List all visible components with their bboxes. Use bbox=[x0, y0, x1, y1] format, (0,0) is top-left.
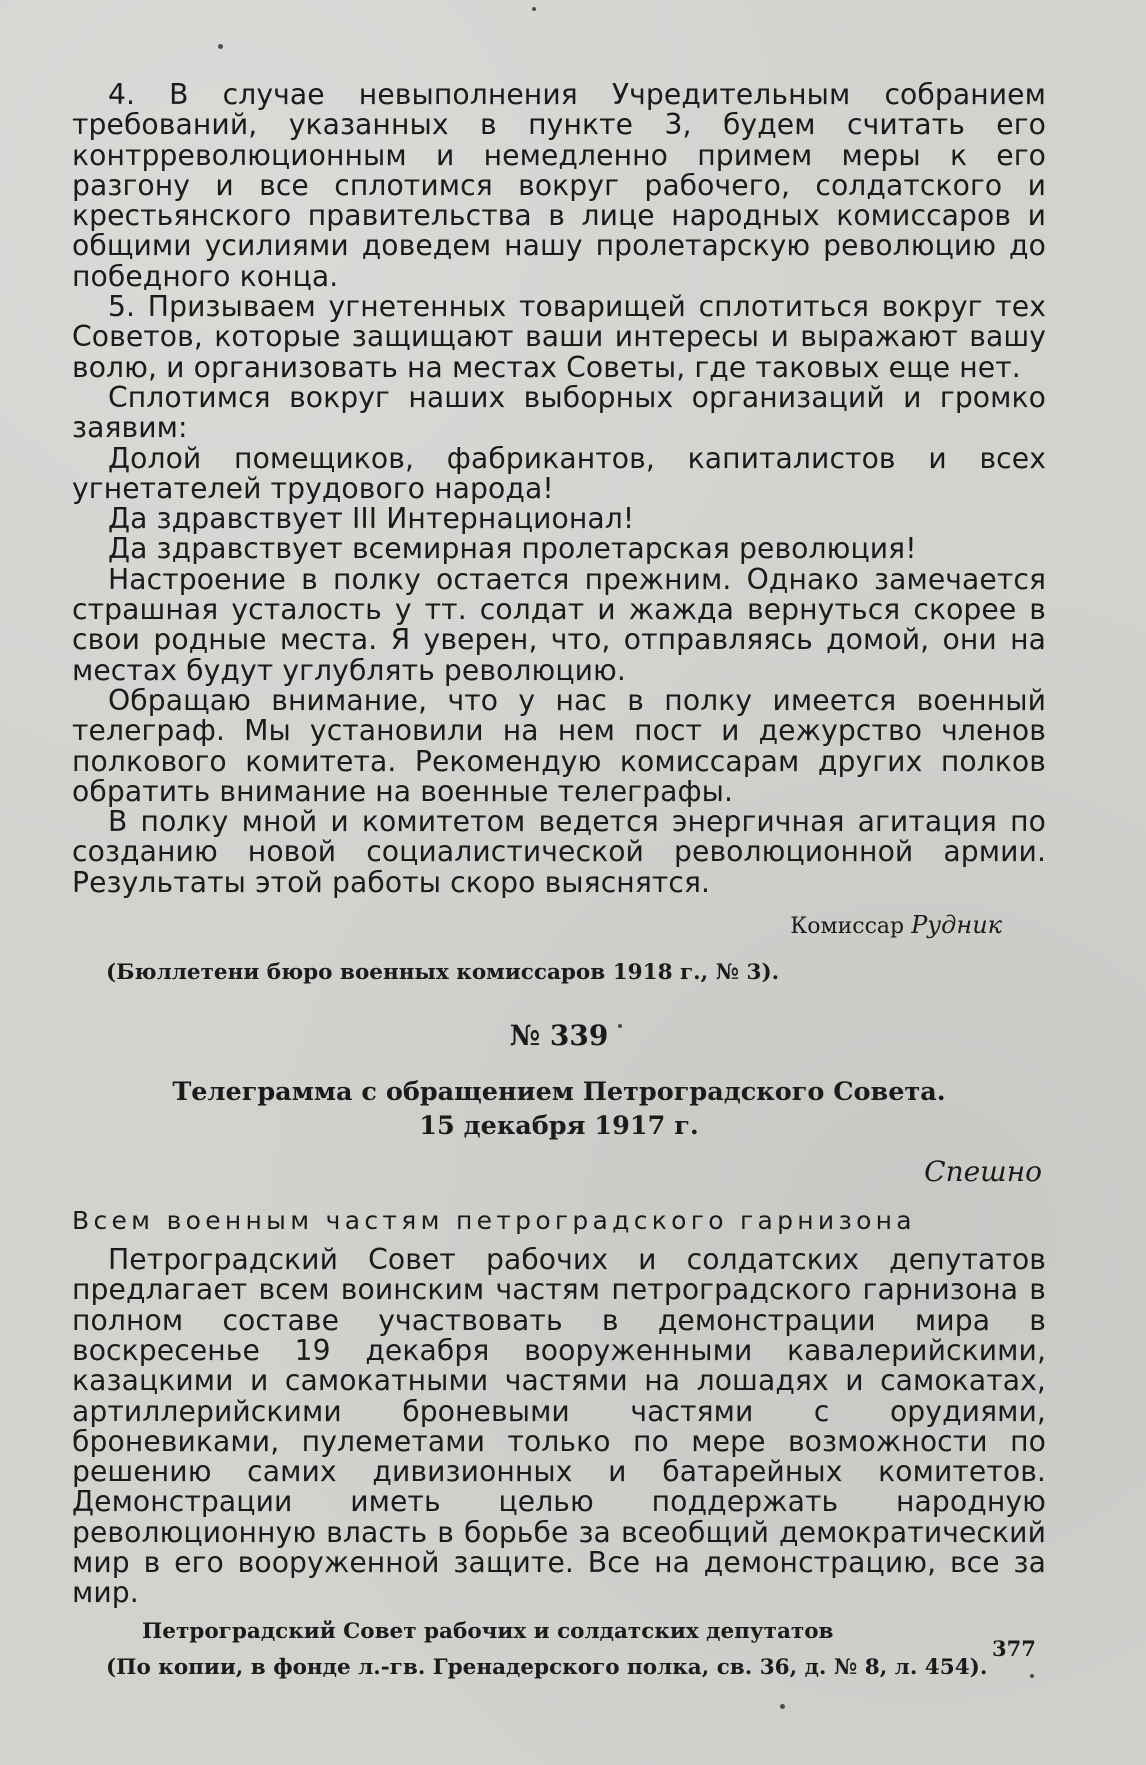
print-speck bbox=[218, 44, 223, 49]
document-title bbox=[72, 1075, 1046, 1143]
paragraph-declaration: Сплотимся вокруг наших выборных организаций и громко заявим: bbox=[72, 380, 1046, 445]
document-title-date: 15 декабря 1917 г. bbox=[419, 1111, 699, 1142]
document-number: № 339 bbox=[509, 1019, 609, 1053]
page-content bbox=[72, 80, 1046, 1681]
paragraph-agitation: В полку мной и комитетом ведется энергичная агитация по созданию новой социалистической революционной армии. Результаты этой работы скоро выяснятся. bbox=[72, 805, 1046, 899]
signature-role: Комиссар bbox=[790, 914, 905, 940]
source-citation-1: (Бюллетени бюро военных комиссаров 1918 г., № 3). bbox=[106, 960, 780, 986]
commissar-signature bbox=[72, 912, 1046, 940]
paragraph-demand-4: 4. В случае невыполнения Учредительным собранием требований, указанных в пункте 3, будем считать его контрреволюционным и немедленно примем меры к его разгону и все сплотимся вокруг рабочего, солдатского и крестьянского правительства в лице народных комиссаров и общими усилиями доведем нашу пролетарскую революцию до победного конца. bbox=[72, 78, 1046, 293]
telegram-body: Петроградский Совет рабочих и солдатских депутатов предлагает всем воинским частям петроградского гарнизона в полном составе участвовать в демонстрации мира в воскресенье 19 декабря вооруженными кавалерийскими, казацкими и самокатными частями на лошадях и самокатах, артиллерийскими броневыми частями с орудиями, броневиками, пулеметами только по мере возможности по решению самих дивизионных и батарейных комитетов. Демонстрации иметь целью поддержать народную революционную власть в борьбе за всеобщий демократический мир в его вооруженной защите. Все на демонстрацию, все за мир. bbox=[72, 1243, 1046, 1610]
paragraph-military-telegraph: Обращаю внимание, что у нас в полку имеется военный телеграф. Мы установили на нем пост и дежурство членов полкового комитета. Рекомендую комиссарам других полков обратить внимание на военные телеграфы. bbox=[72, 683, 1046, 808]
source-citation-2: (По копии, в фонде л.-гв. Гренадерского полка, св. 36, д. № 8, л. 454). bbox=[106, 1654, 988, 1680]
petrograd-soviet-signature: Петроградский Совет рабочих и солдатских депутатов bbox=[142, 1618, 834, 1644]
paragraph-regiment-mood: Настроение в полку остается прежним. Однако замечается страшная усталость у тт. солдат и жажда вернуться скорее в свои родные места. Я уверен, что, отправляясь домой, они на местах будут углублять революцию. bbox=[72, 562, 1046, 687]
print-speck bbox=[532, 7, 536, 11]
paragraph-demand-5: 5. Призываем угнетенных товарищей сплотиться вокруг тех Советов, которые защищают ваши интересы и выражают вашу волю, и организовать на местах Советы, где таковых еще нет. bbox=[72, 290, 1046, 384]
page-number: 377 bbox=[992, 1636, 1036, 1661]
signature-name: Рудник bbox=[911, 911, 1002, 940]
slogan-world-revolution: Да здравствует всемирная пролетарская революция! bbox=[108, 532, 917, 566]
slogan-down-with-oppressors: Долой помещиков, фабрикантов, капиталистов и всех угнетателей трудового народа! bbox=[72, 441, 1046, 505]
slogan-third-international: Да здравствует III Интернационал! bbox=[108, 502, 635, 536]
urgent-mark: Спешно bbox=[924, 1155, 1042, 1189]
telegram-address: Всем военным частям петроградского гарнизона bbox=[72, 1206, 916, 1236]
document-title-line-1: Телеграмма с обращением Петроградского Совета. bbox=[172, 1077, 946, 1108]
print-speck bbox=[780, 1704, 785, 1709]
